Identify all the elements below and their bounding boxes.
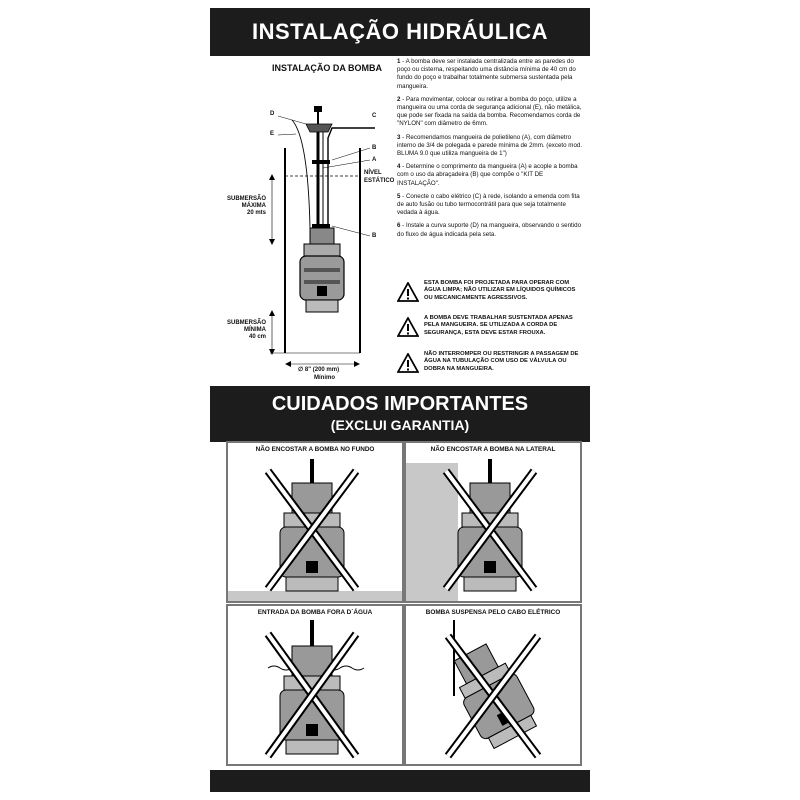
well-floor [228, 591, 402, 601]
label-d: D [270, 111, 275, 117]
warning-3: NÃO INTERROMPER OU RESTRINGIR A PASSAGEM DE ÁGUA NA TUBULAÇÃO COM USO DE VÁLVULA OU DOBRA NA MANGUEIRA. [397, 351, 587, 381]
label-c: C [372, 113, 377, 119]
care-subtitle: (EXCLUI GARANTIA) [330, 417, 470, 433]
warning-2: A BOMBA DEVE TRABALHAR SUSTENTADA APENAS PELA MANGUEIRA. SE UTILIZADA A CORDA DE SEGURANÇA, ESTA DEVE ESTAR FROUXA. [397, 315, 587, 345]
pump-logo [306, 724, 318, 736]
pump-logo [484, 561, 496, 573]
label-sub-min: SUBMERSÃO MÍNIMA 40 cm [226, 320, 266, 340]
pump-bottom-drawing [228, 443, 402, 601]
care-title: CUIDADOS IMPORTANTES [271, 393, 529, 415]
label-b: B [372, 145, 377, 151]
pump-lateral-drawing [406, 443, 580, 601]
header-bar [210, 8, 590, 56]
step-6: 6 - Instale a curva suporte (D) na mangueira, observando o sentido do fluxo de água indicada pela seta. [397, 222, 582, 238]
support-bend [306, 124, 332, 132]
label-nivel: NÍVEL [364, 170, 382, 176]
pump-water-drawing [228, 606, 402, 764]
clamp-bottom [312, 224, 330, 228]
label-minimo: Mínimo [314, 375, 335, 381]
step-3: 3 - Recomendamos mangueira de polietileno (A), com diâmetro interno de 3/4 de polegada e parede mínima de 2mm. (exceto mod. BLUMA 9.0 que utiliza mangueira de 1") [397, 133, 583, 158]
care-card-cable: BOMBA SUSPENSA PELO CABO ELÉTRICO [404, 604, 582, 766]
label-sub-max: SUBMERSÃO MÁXIMA 20 mts [226, 196, 266, 216]
instruction-sheet [210, 8, 590, 792]
install-subtitle: INSTALAÇÃO DA BOMBA [272, 63, 382, 73]
pump-logo [306, 561, 318, 573]
step-5: 5 - Conecte o cabo elétrico (C) à rede, isolando a emenda com fita de auto fusão ou tubo termocontrátil para que seja totalmente vedada à água. [397, 192, 580, 217]
label-estatico: ESTÁTICO [364, 178, 395, 184]
care-card-water: ENTRADA DA BOMBA FORA D´ÁGUA [226, 604, 404, 766]
step-4: 4 - Determine o comprimento da mangueira (A) e acople a bomba com o uso da abraçadeira (B) que compõe o "KIT DE INSTALAÇÃO". [397, 163, 578, 187]
pump-logo [317, 286, 327, 296]
valve-handle [314, 106, 322, 112]
care-bar [210, 386, 590, 442]
warning-1: ESTA BOMBA FOI PROJETADA PARA OPERAR COM ÁGUA LIMPA; NÃO UTILIZAR EM LÍQUIDOS QUÍMICOS OU MECANICAMENTE AGRESSIVOS. [397, 280, 587, 310]
care-card-bottom: NÃO ENCOSTAR A BOMBA NO FUNDO [226, 441, 404, 603]
page-title: INSTALAÇÃO HIDRÁULICA [251, 19, 549, 44]
installation-diagram [210, 68, 395, 383]
step-1: 1 - A bomba deve ser instalada centralizada entre as paredes do poço ou cisterna, respeitando uma distância mínima de 40 cm do fundo do poço e trabalhar totalmente submersa sustentada pela mangueira. [397, 58, 576, 90]
warning-icon [397, 353, 419, 373]
footer-bar [210, 770, 590, 792]
label-b2: B [372, 233, 377, 239]
label-e: E [270, 131, 275, 137]
step-2: 2 - Para movimentar, colocar ou retirar a bomba do poço, utilize a mangueira ou uma corda de segurança adicional (E), não metálica, que pode ser fixada na saída da bomba. Recomendamos corda de "NYLON" com diâmetro de 6mm. [397, 95, 582, 128]
label-diameter: ∅ 8" (200 mm) [298, 367, 340, 373]
label-a: A [372, 157, 377, 163]
warning-icon [397, 317, 419, 337]
warning-icon [397, 282, 419, 302]
safety-rope [292, 120, 310, 228]
install-steps [397, 58, 587, 244]
pump-cable-drawing [406, 606, 580, 764]
pump-head [310, 228, 334, 244]
care-card-lateral: NÃO ENCOSTAR A BOMBA NA LATERAL [404, 441, 582, 603]
clamp-top [312, 160, 330, 164]
